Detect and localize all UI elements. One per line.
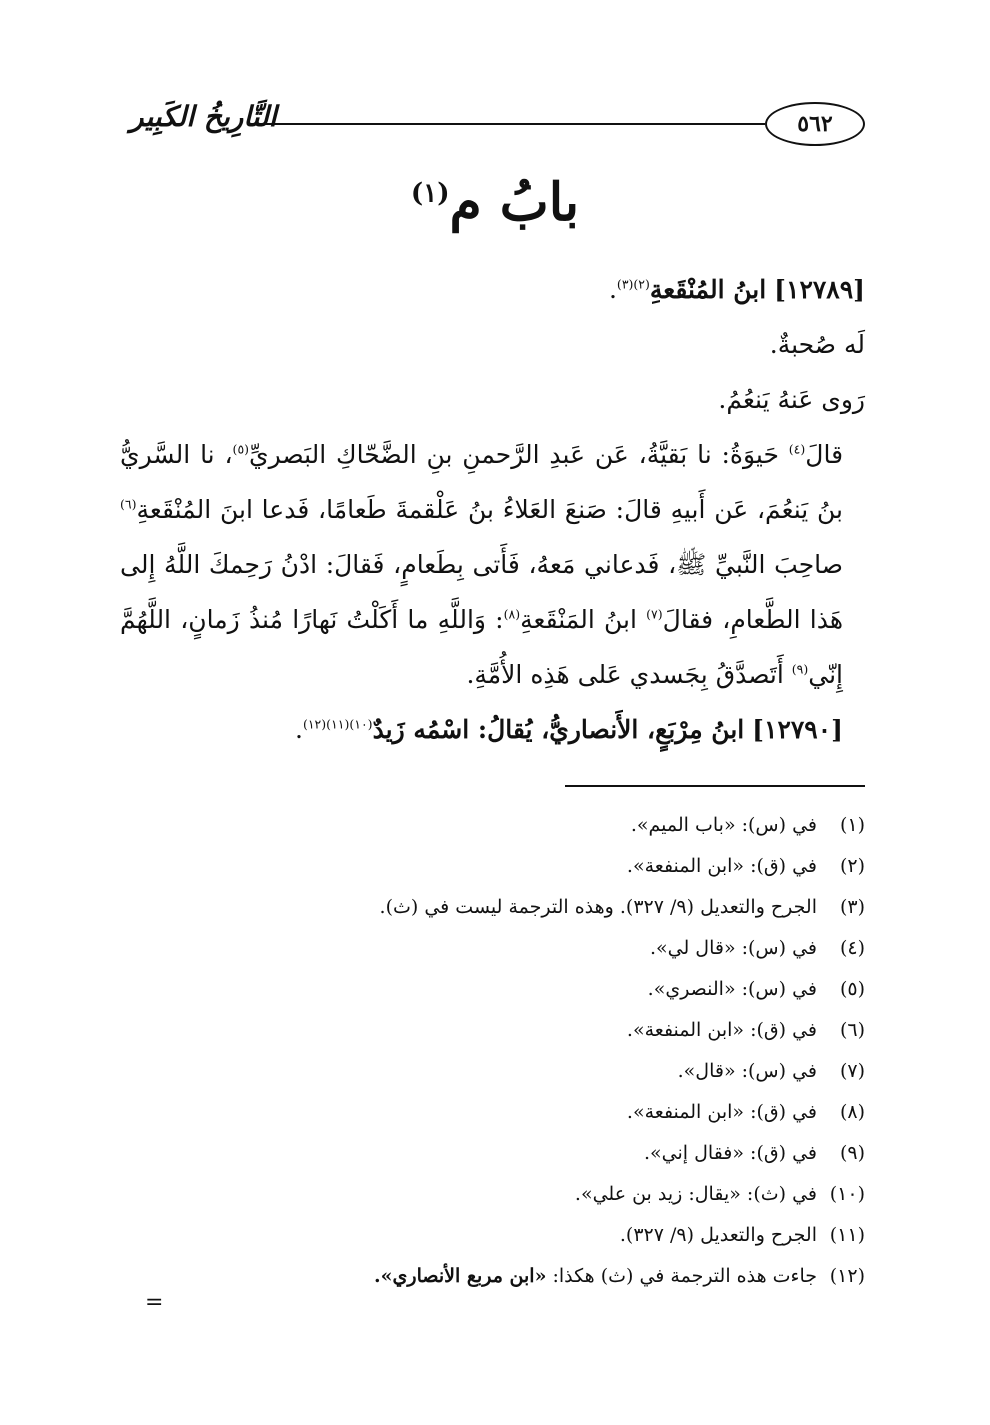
footnote-item: [120, 1010, 865, 1051]
footnote-text: في (س): «قال لي».: [649, 937, 817, 959]
body-segment-5: ابنُ المَنْقَعةِ: [520, 605, 647, 634]
footnote-ref-5: (٥): [232, 441, 250, 457]
footnote-text: في (ق): «ابن المنفعة».: [626, 855, 817, 877]
chapter-title: [0, 168, 990, 238]
footnote-item: [120, 1133, 865, 1174]
footnote-ref-8: (٨): [503, 606, 521, 622]
footnote-number: (٣): [839, 896, 865, 918]
footnote-item: [120, 969, 865, 1010]
entry-footnote-ref: (٢)(٣): [616, 276, 650, 292]
footnote-item: [120, 1092, 865, 1133]
footnote-number: (٢): [839, 855, 865, 877]
entry2-text: ابنُ مِرْبَعٍ، الأَنصاريُّ، يُقالُ: اسْمُه زَيدٌ: [372, 715, 745, 744]
footnote-item: [120, 928, 865, 969]
entry-end: .: [608, 275, 617, 304]
footnote-item: [120, 887, 865, 928]
footnote-text: جاءت هذه الترجمة في (ث) هكذا:: [546, 1265, 817, 1287]
footnote-number: (١٠): [829, 1183, 865, 1205]
entry-number: [١٢٧٨٩]: [774, 275, 865, 304]
footnote-number: (٦): [839, 1019, 865, 1041]
footnotes-list: [120, 805, 865, 1297]
body-segment-6: : وَاللَّهِ ما أَكَلْتُ نَهارًا مُنذُ زَمانٍ، اللَّهُمَّ إِنّي: [120, 605, 843, 689]
footnote-item: [120, 1051, 865, 1092]
footnote-number: (١): [839, 814, 865, 836]
footnote-text: في (ق): «ابن المنفعة».: [626, 1019, 817, 1041]
footnote-bold-text: «ابن مربع الأنصاري».: [374, 1265, 547, 1287]
book-title: التَّارِيخُ الكَبِير: [130, 100, 277, 133]
entry2-end: .: [294, 715, 303, 744]
body-line-narrator: رَوى عَنهُ يَنعُمُ.: [718, 385, 865, 414]
footnote-text: الجرح والتعديل (٩/ ٣٢٧).: [619, 1224, 817, 1246]
body-line-companion: لَه صُحبةٌ.: [769, 330, 865, 359]
footnote-separator: [565, 785, 865, 787]
body-segment-2: حَيوَةُ: نا بَقيَّةُ، عَن عَبدِ الرَّحمنِ بنِ الضَّحّاكِ البَصريِّ: [249, 440, 789, 469]
footnote-number: (٤): [839, 937, 865, 959]
header-rule: [260, 123, 765, 125]
entry-name: ابنُ المُنْقَعةِ: [649, 275, 767, 304]
entry-12789: [120, 262, 865, 317]
main-text: [120, 262, 865, 757]
footnote-text: في (ق): «ابن المنفعة».: [626, 1101, 817, 1123]
body-segment-1: قالَ: [805, 440, 844, 469]
footnote-item: [120, 846, 865, 887]
footnote-ref-6: (٦): [120, 496, 137, 512]
footnote-text: في (ث): «يقال: زيد بن علي».: [574, 1183, 817, 1205]
continuation-mark: =: [145, 1290, 164, 1315]
footnote-number: (٨): [839, 1101, 865, 1123]
footnote-ref-4: (٤): [788, 441, 806, 457]
footnote-item: [120, 1256, 865, 1297]
chapter-footnote-ref: (١): [410, 178, 450, 209]
body-segment-7: أَتَصدَّقُ بِجَسدي عَلى هَذِه الأُمَّةِ.: [466, 660, 792, 689]
footnote-number: (١١): [829, 1224, 865, 1246]
entry2-footnote-ref: (١٠)(١١)(١٢): [302, 716, 373, 732]
footnote-text: في (س): «قال».: [677, 1060, 817, 1082]
footnote-ref-7: (٧): [646, 606, 663, 622]
footnote-number: (٩): [839, 1142, 865, 1164]
entry2-number: [١٢٧٩٠]: [752, 715, 843, 744]
page-number-badge: ٥٦٢: [765, 102, 865, 146]
footnote-text: في (س): «باب الميم».: [630, 814, 817, 836]
footnote-text: الجرح والتعديل (٩/ ٣٢٧). وهذه الترجمة ليست في (ث).: [379, 896, 817, 918]
footnote-number: (٥): [839, 978, 865, 1000]
footnote-number: (٧): [839, 1060, 865, 1082]
footnote-ref-9: (٩): [791, 661, 809, 677]
body-segment-4: صاحِبَ النَّبيِّ ﷺ، فَدعاني مَعهُ، فَأَتى بِطَعامٍ، فَقالَ: ادْنُ رَحِمكَ اللَّهُ إِلى هَذا الطَّعامِ، فقالَ: [120, 550, 844, 634]
footnote-item: [120, 1174, 865, 1215]
entry-12790: [120, 702, 865, 757]
footnote-item: [120, 805, 865, 846]
page-header: [130, 100, 865, 150]
footnote-item: [120, 1215, 865, 1256]
chapter-title-text: بابُ م: [449, 172, 580, 233]
footnote-text: في (ق): «فقال إني».: [644, 1142, 817, 1164]
footnote-text: في (س): «النصري».: [647, 978, 817, 1000]
footnote-number: (١٢): [829, 1265, 865, 1287]
body-paragraph: [120, 427, 865, 702]
body-segment-3: ، نا السَّريُّ بنُ يَنعُمَ، عَن أَبيهِ قالَ: صَنعَ العَلاءُ بنُ عَلْقمةَ طَعامًا، فَدعا ابنَ المُنْقَعةِ: [120, 440, 843, 524]
